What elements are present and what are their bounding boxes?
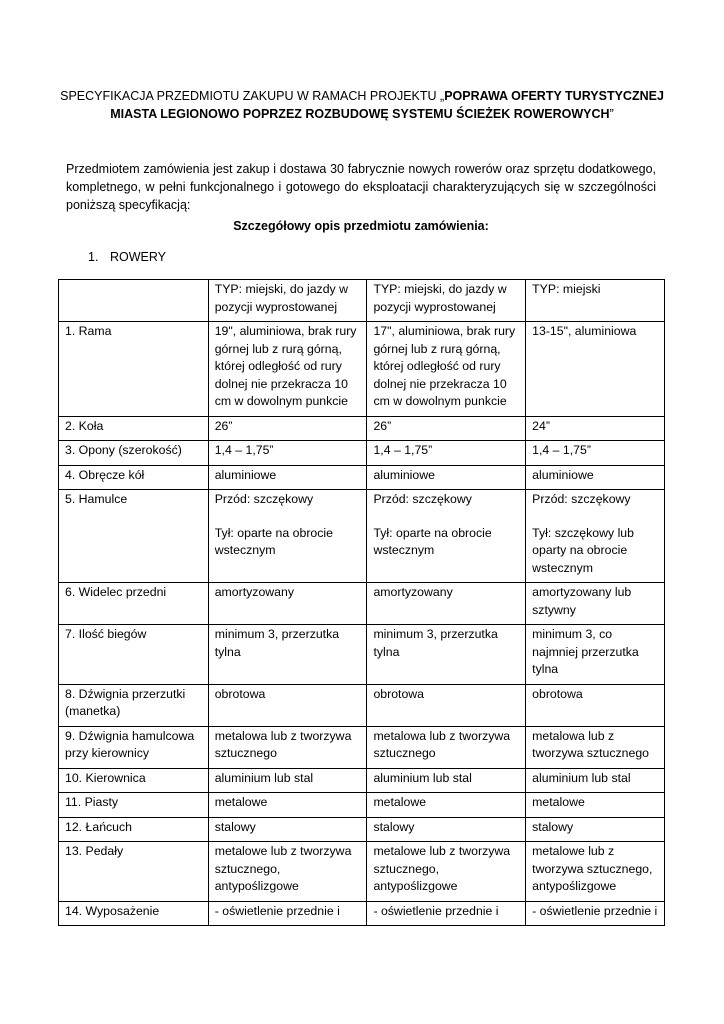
spec-value-cell [208,583,367,625]
spec-value-text: stalowy [373,819,415,834]
spec-value-text: metalowe lub z tworzywa sztucznego, antypoślizgowe [214,844,352,893]
subheading: Szczegółowy opis przedmiotu zamówienia: [233,219,489,233]
spec-value-cell [208,465,367,490]
spec-value-cell [526,684,665,726]
spec-value-cell [367,416,526,441]
spec-value-text: 1,4 – 1,75” [373,443,433,457]
spec-value-cell [367,322,526,417]
spec-value-text: - oświetlenie przednie i [532,903,658,918]
spec-value-text: metalowe [373,795,427,809]
spec-value-text: Przód: szczękowy [214,492,314,506]
spec-value-cell [367,465,526,490]
row-label-cell: 3. Opony (szerokość) [59,441,209,466]
section-number: 1. [88,250,99,264]
spec-value-cell [367,625,526,685]
spec-value-text: aluminiowe [532,467,594,482]
spec-value-cell [367,817,526,842]
spec-value-text: minimum 3, przerzutka tylna [373,627,498,659]
spec-value-text: 24” [532,418,550,433]
spec-value-cell [208,793,367,818]
spec-value-cell [526,901,665,926]
spec-value-cell [367,684,526,726]
spec-table-body [59,280,665,926]
spec-value-cell [367,842,526,902]
spec-value-text: 17", aluminiowa, brak rury górnej lub z rurą górną, której odległość od rury dolnej nie przekracza 10 cm w dowolnym punkcie [373,324,516,408]
spec-value-text: 1,4 – 1,75” [214,443,274,457]
spec-value-text: 19", aluminiowa, brak rury górnej lub z rurą górną, której odległość od rury dolnej nie przekracza 10 cm w dowolnym punkcie [214,324,357,408]
spec-value-cell [208,490,367,583]
spec-value-cell [526,793,665,818]
spec-value-cell [208,842,367,902]
spec-value-cell [208,416,367,441]
spec-value-text: Tył: oparte na obrocie wstecznym [373,525,492,557]
spec-value-cell [526,842,665,902]
spec-value-text: 26” [373,418,392,433]
spec-value-text: obrotowa [532,686,583,701]
spec-value-cell [367,490,526,583]
table-row [59,726,665,768]
spec-value-text: metalowe [532,795,585,809]
spec-value-text: - oświetlenie przednie i [214,903,340,918]
spec-value-text: aluminiowe [373,467,435,482]
table-row [59,583,665,625]
row-label-cell: 8. Dźwignia przerzutki (manetka) [59,684,209,726]
spec-value-text: aluminium lub stal [532,770,631,785]
header-type-cell: TYP: miejski, do jazdy w pozycji wyprostowanej [208,280,367,322]
row-label-cell: 1. Rama [59,322,209,417]
spec-value-cell [526,465,665,490]
spec-value-text: aluminiowe [214,467,277,482]
table-row [59,322,665,417]
spec-value-text: minimum 3, co najmniej przerzutka tylna [532,627,639,676]
spec-value-cell [208,726,367,768]
title-bold-line-1: POPRAWA OFERTY TURYSTYCZNEJ [444,89,664,103]
table-row [59,842,665,902]
title-plain: SPECYFIKACJA PRZEDMIOTU ZAKUPU W RAMACH PROJEKTU „ [60,89,445,103]
table-row [59,625,665,685]
table-row [59,465,665,490]
document-title [60,87,664,123]
spec-value-text: metalowe lub z tworzywa sztucznego, antypoślizgowe [532,844,653,893]
spec-value-cell [208,625,367,685]
spec-value-cell [526,768,665,793]
spec-value-cell [526,322,665,417]
row-label-cell: 4. Obręcze kół [59,465,209,490]
row-label-cell: 10. Kierownica [59,768,209,793]
spec-value-cell [526,490,665,583]
title-bold-line-2: MIASTA LEGIONOWO POPRZEZ ROZBUDOWĘ SYSTEMU ŚCIEŻEK ROWEROWYCH [110,107,610,121]
row-label-cell: 6. Widelec przedni [59,583,209,625]
spec-value-text: obrotowa [214,686,266,701]
table-row [59,901,665,926]
spec-value-text: 26” [214,418,233,433]
spec-value-text: obrotowa [373,686,425,701]
spec-value-text: Przód: szczękowy [532,492,631,506]
table-row [59,684,665,726]
table-row [59,793,665,818]
spec-value-text: Tył: szczękowy lub oparty na obrocie wstecznym [532,525,634,575]
spec-value-cell [208,684,367,726]
spec-value-cell [208,441,367,466]
spec-value-cell [208,817,367,842]
spec-value-cell [208,901,367,926]
table-header-row [59,280,665,322]
table-row [59,817,665,842]
section-heading [88,250,166,264]
spec-value-cell [367,793,526,818]
spec-value-text: aluminium lub stal [214,770,314,785]
spec-value-cell [526,625,665,685]
spec-value-cell [367,583,526,625]
spec-value-cell [526,441,665,466]
row-label-cell: 7. Ilość biegów [59,625,209,685]
row-label-cell: 9. Dźwignia hamulcowa przy kierownicy [59,726,209,768]
table-row [59,490,665,583]
spec-value-text: minimum 3, przerzutka tylna [214,627,340,659]
header-empty-cell [59,280,209,322]
spec-value-text: aluminium lub stal [373,770,472,785]
spec-value-cell [367,726,526,768]
spec-value-cell [367,901,526,926]
header-type-cell: TYP: miejski, do jazdy w pozycji wyprostowanej [367,280,526,322]
row-label-cell: 14. Wyposażenie [59,901,209,926]
spec-value-text: amortyzowany [373,585,453,599]
spec-value-cell [208,768,367,793]
spec-value-cell [367,768,526,793]
spec-value-text: metalowa lub z tworzywa sztucznego [532,728,650,760]
spec-value-cell [526,416,665,441]
spec-value-text: metalowa lub z tworzywa sztucznego [214,728,352,760]
row-label-cell: 11. Piasty [59,793,209,818]
spec-value-text: stalowy [532,819,574,834]
spec-value-cell [526,817,665,842]
spec-value-text: 1,4 – 1,75” [532,443,591,457]
intro-paragraph: Przedmiotem zamówienia jest zakup i dostawa 30 fabrycznie nowych rowerów oraz sprzętu dodatkowego, kompletnego, w pełni funkcjonalnego i gotowego do eksploatacji charakteryzujących się w szczególności poniższą specyfikacją: [66,162,656,212]
spec-value-cell [367,441,526,466]
header-type-cell: TYP: miejski [526,280,665,322]
row-label-cell: 12. Łańcuch [59,817,209,842]
spec-value-text: metalowe lub z tworzywa sztucznego, antypoślizgowe [373,844,511,893]
table-row [59,768,665,793]
row-label-cell: 5. Hamulce [59,490,209,583]
spec-table [58,279,665,926]
spec-value-text: Tył: oparte na obrocie wstecznym [214,525,333,557]
table-row [59,416,665,441]
spec-value-cell [526,726,665,768]
table-row [59,441,665,466]
spec-value-text: metalowe [214,795,268,809]
spec-value-text: amortyzowany lub sztywny [532,585,632,617]
section-label: ROWERY [110,250,167,264]
spec-value-text: - oświetlenie przednie i [373,903,499,918]
spec-value-cell [526,583,665,625]
spec-value-text: 13-15", aluminiowa [532,324,637,338]
spec-value-text: Przód: szczękowy [373,492,472,506]
spec-value-text: metalowa lub z tworzywa sztucznego [373,728,511,760]
row-label-cell: 13. Pedały [59,842,209,902]
spec-value-cell [208,322,367,417]
row-label-cell: 2. Koła [59,416,209,441]
title-end-quote: ” [609,107,614,121]
spec-value-text: stalowy [214,819,256,834]
spec-value-text: amortyzowany [214,585,294,599]
